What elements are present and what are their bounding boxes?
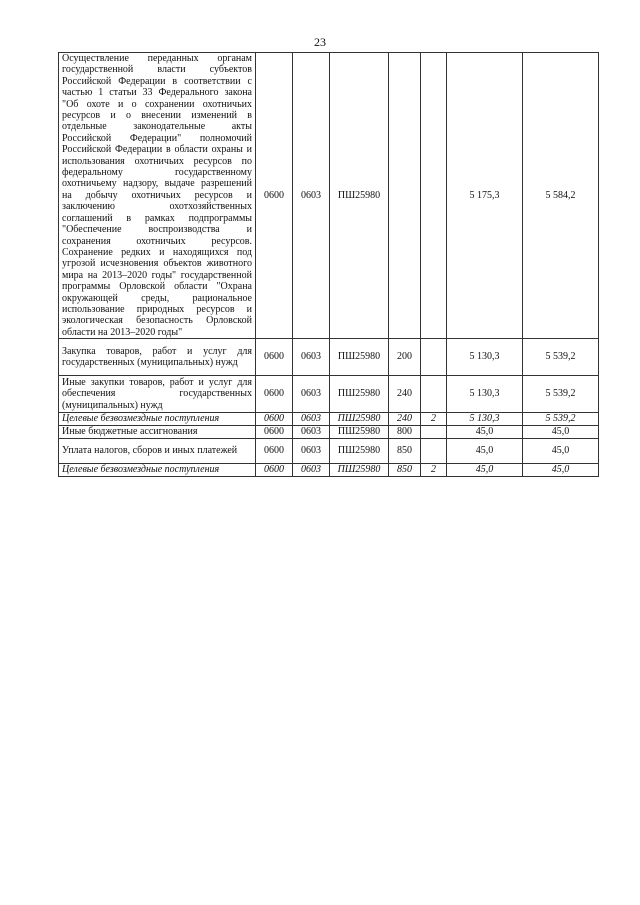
expense-type-code: 240 xyxy=(389,413,421,426)
amount-year-2: 45,0 xyxy=(523,464,599,477)
amount-year-1: 45,0 xyxy=(447,426,523,439)
expense-type-code: 240 xyxy=(389,376,421,413)
section-code: 0603 xyxy=(293,439,330,464)
ministry-code: 0600 xyxy=(256,53,293,339)
section-code: 0603 xyxy=(293,376,330,413)
target-article-code: ПШ25980 xyxy=(330,426,389,439)
ministry-code: 0600 xyxy=(256,464,293,477)
table-row xyxy=(59,464,599,477)
section-code: 0603 xyxy=(293,464,330,477)
table-row xyxy=(59,376,599,413)
amount-year-1: 5 130,3 xyxy=(447,376,523,413)
kosgu-code xyxy=(421,439,447,464)
table-row xyxy=(59,53,599,339)
amount-year-2: 45,0 xyxy=(523,439,599,464)
kosgu-code: 2 xyxy=(421,413,447,426)
target-article-code: ПШ25980 xyxy=(330,53,389,339)
kosgu-code xyxy=(421,339,447,376)
ministry-code: 0600 xyxy=(256,426,293,439)
ministry-code: 0600 xyxy=(256,339,293,376)
row-name: Целевые безвозмездные поступления xyxy=(59,464,256,477)
ministry-code: 0600 xyxy=(256,413,293,426)
row-name: Иные закупки товаров, работ и услуг для обеспечения государственных (муниципальных) нужд xyxy=(59,376,256,413)
row-name: Уплата налогов, сборов и иных платежей xyxy=(59,439,256,464)
ministry-code: 0600 xyxy=(256,439,293,464)
section-code: 0603 xyxy=(293,53,330,339)
expense-type-code: 850 xyxy=(389,439,421,464)
table-row xyxy=(59,426,599,439)
section-code: 0603 xyxy=(293,339,330,376)
target-article-code: ПШ25980 xyxy=(330,464,389,477)
amount-year-2: 5 584,2 xyxy=(523,53,599,339)
row-name: Закупка товаров, работ и услуг для государственных (муниципальных) нужд xyxy=(59,339,256,376)
target-article-code: ПШ25980 xyxy=(330,413,389,426)
kosgu-code xyxy=(421,376,447,413)
amount-year-1: 5 175,3 xyxy=(447,53,523,339)
amount-year-2: 5 539,2 xyxy=(523,339,599,376)
ministry-code: 0600 xyxy=(256,376,293,413)
target-article-code: ПШ25980 xyxy=(330,439,389,464)
row-name: Иные бюджетные ассигнования xyxy=(59,426,256,439)
page-number: 23 xyxy=(314,35,326,49)
amount-year-1: 5 130,3 xyxy=(447,413,523,426)
table-row xyxy=(59,413,599,426)
amount-year-2: 5 539,2 xyxy=(523,413,599,426)
amount-year-1: 5 130,3 xyxy=(447,339,523,376)
kosgu-code: 2 xyxy=(421,464,447,477)
amount-year-2: 5 539,2 xyxy=(523,376,599,413)
target-article-code: ПШ25980 xyxy=(330,339,389,376)
table-row xyxy=(59,339,599,376)
target-article-code: ПШ25980 xyxy=(330,376,389,413)
kosgu-code xyxy=(421,53,447,339)
expense-type-code: 200 xyxy=(389,339,421,376)
expense-type-code: 850 xyxy=(389,464,421,477)
section-code: 0603 xyxy=(293,426,330,439)
kosgu-code xyxy=(421,426,447,439)
expense-type-code: 800 xyxy=(389,426,421,439)
amount-year-1: 45,0 xyxy=(447,439,523,464)
amount-year-2: 45,0 xyxy=(523,426,599,439)
table-row xyxy=(59,439,599,464)
section-code: 0603 xyxy=(293,413,330,426)
row-name: Целевые безвозмездные поступления xyxy=(59,413,256,426)
amount-year-1: 45,0 xyxy=(447,464,523,477)
budget-table xyxy=(58,52,599,477)
row-name: Осуществление переданных органам государственной власти субъектов Российской Федерации в соответствии с частью 1 статьи 33 Федерального закона "Об охоте и о сохранении охотничьих ресурсов и о внесении изменений в отдельные законодательные акты Российской Федерации" полномочий Российской Федерации в области охраны и использования охотничьих ресурсов по федеральному государственному охотничьему надзору, выдаче разрешений на добычу охотничьих ресурсов и заключению охотхозяйственных соглашений в рамках подпрограммы "Обеспечение воспроизводства и сохранения охотничьих ресурсов. Сохранение редких и находящихся под угрозой исчезновения объектов животного мира на 2013–2020 годы" государственной программы Орловской области "Охрана окружающей среды, рациональное использование природных ресурсов и экологическая безопасность Орловской области на 2013–2020 годы" xyxy=(59,53,256,339)
expense-type-code xyxy=(389,53,421,339)
